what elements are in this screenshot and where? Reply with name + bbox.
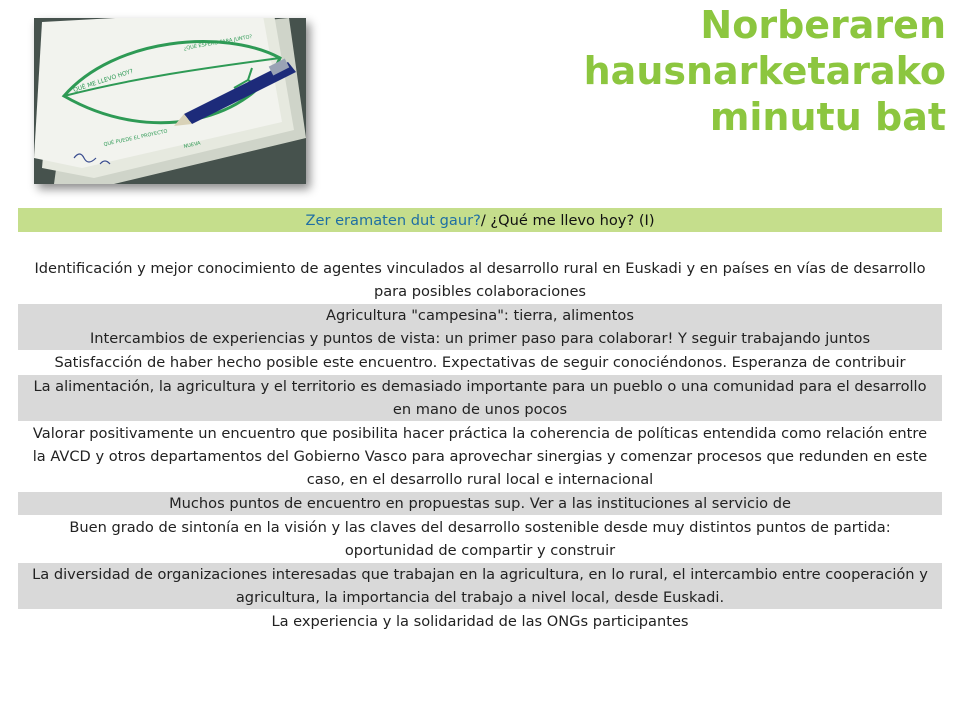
table-row: La experiencia y la solidaridad de las ONGs participantes: [18, 610, 942, 634]
table-body: [18, 233, 942, 634]
table-header: [18, 208, 942, 233]
table-row: La diversidad de organizaciones interesadas que trabajan en la agricultura, en lo rural, el intercambio entre cooperación y agricultura, la importancia del trabajo a nivel local, desde Euskadi.: [18, 563, 942, 610]
table-row: Muchos puntos de encuentro en propuestas sup. Ver a las instituciones al servicio de: [18, 492, 942, 516]
header-spanish: / ¿Qué me llevo hoy? (I): [480, 212, 655, 229]
handwriting-1: QUÉ ME LLEVO HOY?: [72, 67, 135, 94]
table-row: Satisfacción de haber hecho posible este encuentro. Expectativas de seguir conociéndonos. Esperanza de contribuir: [18, 351, 942, 375]
table-row: Buen grado de sintonía en la visión y las claves del desarrollo sostenible desde muy distintos puntos de partida: oportunidad de compartir y construir: [18, 516, 942, 563]
handwriting-4: NUEVA: [183, 140, 202, 150]
handwriting-3: QUÉ PUEDE EL PROYECTO: [103, 128, 169, 148]
table-row: Agricultura "campesina": tierra, alimentos Intercambios de experiencias y puntos de vista: un primer paso para colaborar! Y seguir trabajando juntos: [18, 304, 942, 351]
workshop-notes-photo: [34, 18, 306, 184]
table-row: Valorar positivamente un encuentro que posibilita hacer práctica la coherencia de políticas entendida como relación entre la AVCD y otros departamentos del Gobierno Vasco para aprovechar sinergias y comenzar procesos que redunden en este caso, en el desarrollo rural local e internacional: [18, 422, 942, 492]
handwriting-2: ¿QUÉ ESPERO PARA JUNTO?: [183, 34, 253, 52]
table-row: Identificación y mejor conocimiento de agentes vinculados al desarrollo rural en Euskadi y en países en vías de desarrollo para posibles colaboraciones: [18, 233, 942, 304]
table-row: La alimentación, la agricultura y el territorio es demasiado importante para un pueblo o una comunidad para el desarrollo en mano de unos pocos: [18, 375, 942, 422]
page-title: Norberaren hausnarketarako minutu bat: [583, 3, 946, 139]
workshop-notes-illustration: [34, 18, 306, 184]
responses-table: [18, 208, 942, 634]
header-basque: Zer eramaten dut gaur?: [305, 212, 481, 229]
